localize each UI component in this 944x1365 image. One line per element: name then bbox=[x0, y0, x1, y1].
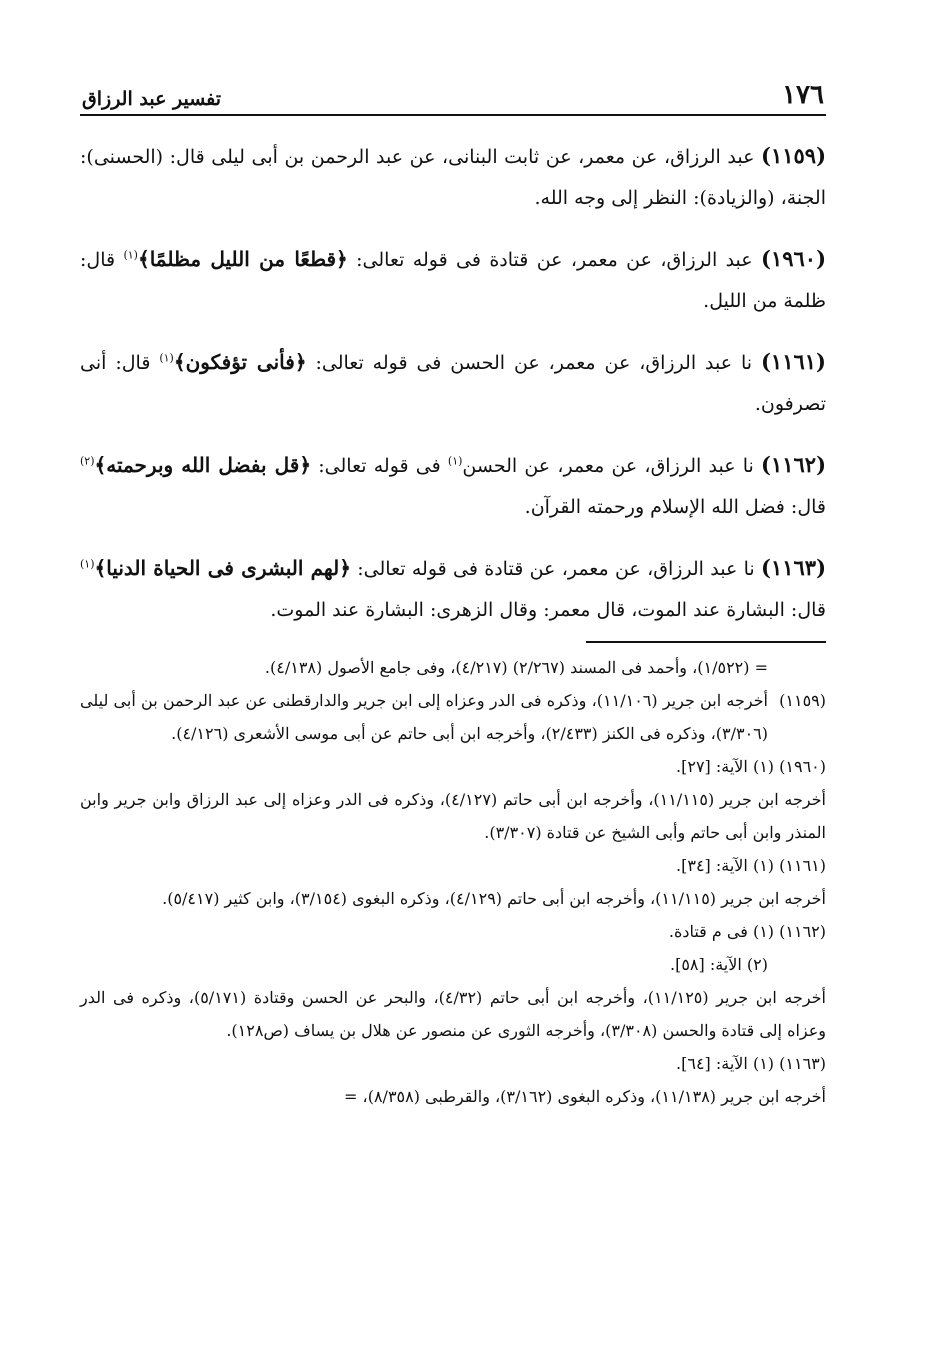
footnote-marker: (٢) bbox=[80, 454, 95, 468]
footnote-1163-heading: (١١٦٣) (١) الآية: [٦٤]. bbox=[676, 1054, 826, 1073]
running-header bbox=[80, 70, 826, 116]
entry-text: عبد الرزاق، عن معمر، عن ثابت البنانى، عن عبد الرحمن بن أبى ليلى قال: (الحسنى): الجنة، (والزيادة): النظر إلى وجه الله. bbox=[80, 146, 826, 209]
footnote-1161-text: أخرجه ابن جرير (١١/١١٥)، وأخرجه ابن أبى حاتم (٤/١٢٩)، وذكره البغوى (٣/١٥٤)، وابن كثير (٥/٤١٧). bbox=[162, 889, 826, 908]
footnote-1163-text: أخرجه ابن جرير (١١/١٣٨)، وذكره البغوى (٣/١٦٢)، والقرطبى (٨/٣٥٨)، = bbox=[344, 1087, 826, 1106]
entry-commentary: قال: فضل الله الإسلام ورحمته القرآن. bbox=[524, 496, 826, 518]
footnote-1960-heading: (١٩٦٠) (١) الآية: [٢٧]. bbox=[676, 757, 826, 776]
footnote-1162-text: أخرجه ابن جرير (١١/١٢٥)، وأخرجه ابن أبى حاتم (٤/٣٢)، والبحر عن الحسن وقتادة (٥/١٧١)، وذكره فى الدر وعزاه إلى قتادة والحسن (٣/٣٠٨)، وأخرجه الثورى عن منصور عن هلال بن يساف (ص١٢٨). bbox=[80, 988, 827, 1040]
entry-1163 bbox=[80, 547, 826, 631]
entry-commentary: قال: أنى تصرفون. bbox=[80, 352, 826, 415]
footnote-marker: (١) bbox=[123, 248, 138, 262]
footnote-1162-heading: (١١٦٢) (١) فى م قتادة. bbox=[668, 922, 826, 941]
main-text bbox=[80, 135, 826, 631]
entry-number: (١١٦٣) bbox=[761, 555, 826, 580]
footnote-marker: (١) bbox=[80, 557, 95, 571]
entry-1161 bbox=[80, 341, 826, 425]
entry-text: فى قوله تعالى: bbox=[318, 455, 441, 477]
footnote-1960-text: أخرجه ابن جرير (١١/١١٥)، وأخرجه ابن أبى حاتم (٤/١٢٧)، وذكره فى الدر وعزاه إلى عبد الرزاق وابن جرير وابن المنذر وابن أبى حاتم وأبى الشيخ عن قتادة (٣/٣٠٧). bbox=[80, 790, 827, 842]
footnote-continuation: = (١/٥٢٢)، وأحمد فى المسند (٢/٢٦٧) (٤/٢١٧)، وفى جامع الأصول (٤/١٣٨). bbox=[264, 658, 768, 677]
entry-1159 bbox=[80, 135, 826, 219]
entry-commentary: قال: البشارة عند الموت، قال معمر: وقال الزهرى: البشارة عند الموت. bbox=[270, 599, 826, 621]
entry-text: نا عبد الرزاق، عن معمر، عن قتادة فى قوله تعالى: bbox=[357, 558, 755, 580]
quran-verse: ﴿قل بفضل الله وبرحمته﴾ bbox=[94, 453, 312, 477]
entry-number: (١١٥٩) bbox=[761, 143, 826, 168]
entry-commentary: قال: ظلمة من الليل. bbox=[80, 249, 826, 312]
entry-number: (١٩٦٠) bbox=[761, 246, 827, 271]
footnote-1161-heading: (١١٦١) (١) الآية: [٣٤]. bbox=[676, 856, 826, 875]
entry-1960 bbox=[80, 238, 826, 322]
footnote-text: أخرجه ابن جرير (١١/١٠٦)، وذكره فى الدر وعزاه إلى ابن جرير والدارقطنى عن عبد الرحمن بن أبى ليلى (٣/٣٠٦)، وذكره فى الكنز (٢/٤٣٣)، وأخرجه ابن أبى حاتم عن أبى موسى الأشعرى (٤/١٢٦). bbox=[80, 691, 768, 743]
entry-text: نا عبد الرزاق، عن معمر، عن الحسن فى قوله تعالى: bbox=[315, 352, 753, 374]
footnote-1159 bbox=[80, 684, 826, 750]
entry-text: نا عبد الرزاق، عن معمر، عن الحسن bbox=[462, 455, 754, 477]
quran-verse: ﴿لهم البشرى فى الحياة الدنيا﴾ bbox=[94, 556, 351, 580]
entry-number: (١١٦٢) bbox=[761, 452, 826, 477]
footnotes bbox=[80, 651, 826, 1113]
footnote-marker: (١) bbox=[447, 454, 463, 468]
quran-verse: ﴿فأنى تؤفكون﴾ bbox=[173, 350, 307, 374]
footnote-ref: (١١٥٩) bbox=[779, 691, 826, 710]
footnote-1162-sub: (٢) الآية: [٥٨]. bbox=[669, 955, 768, 974]
page-number: ١٧٦ bbox=[782, 80, 824, 110]
entry-text: عبد الرزاق، عن معمر، عن قتادة فى قوله تعالى: bbox=[356, 249, 753, 271]
footnote-divider bbox=[586, 641, 826, 643]
entry-number: (١١٦١) bbox=[760, 349, 826, 374]
book-title: تفسير عبد الرزاق bbox=[82, 88, 222, 110]
entry-1162 bbox=[80, 444, 826, 528]
book-page bbox=[80, 70, 826, 1113]
quran-verse: ﴿قطعًا من الليل مظلمًا﴾ bbox=[137, 247, 348, 271]
footnote-marker: (١) bbox=[159, 351, 174, 365]
